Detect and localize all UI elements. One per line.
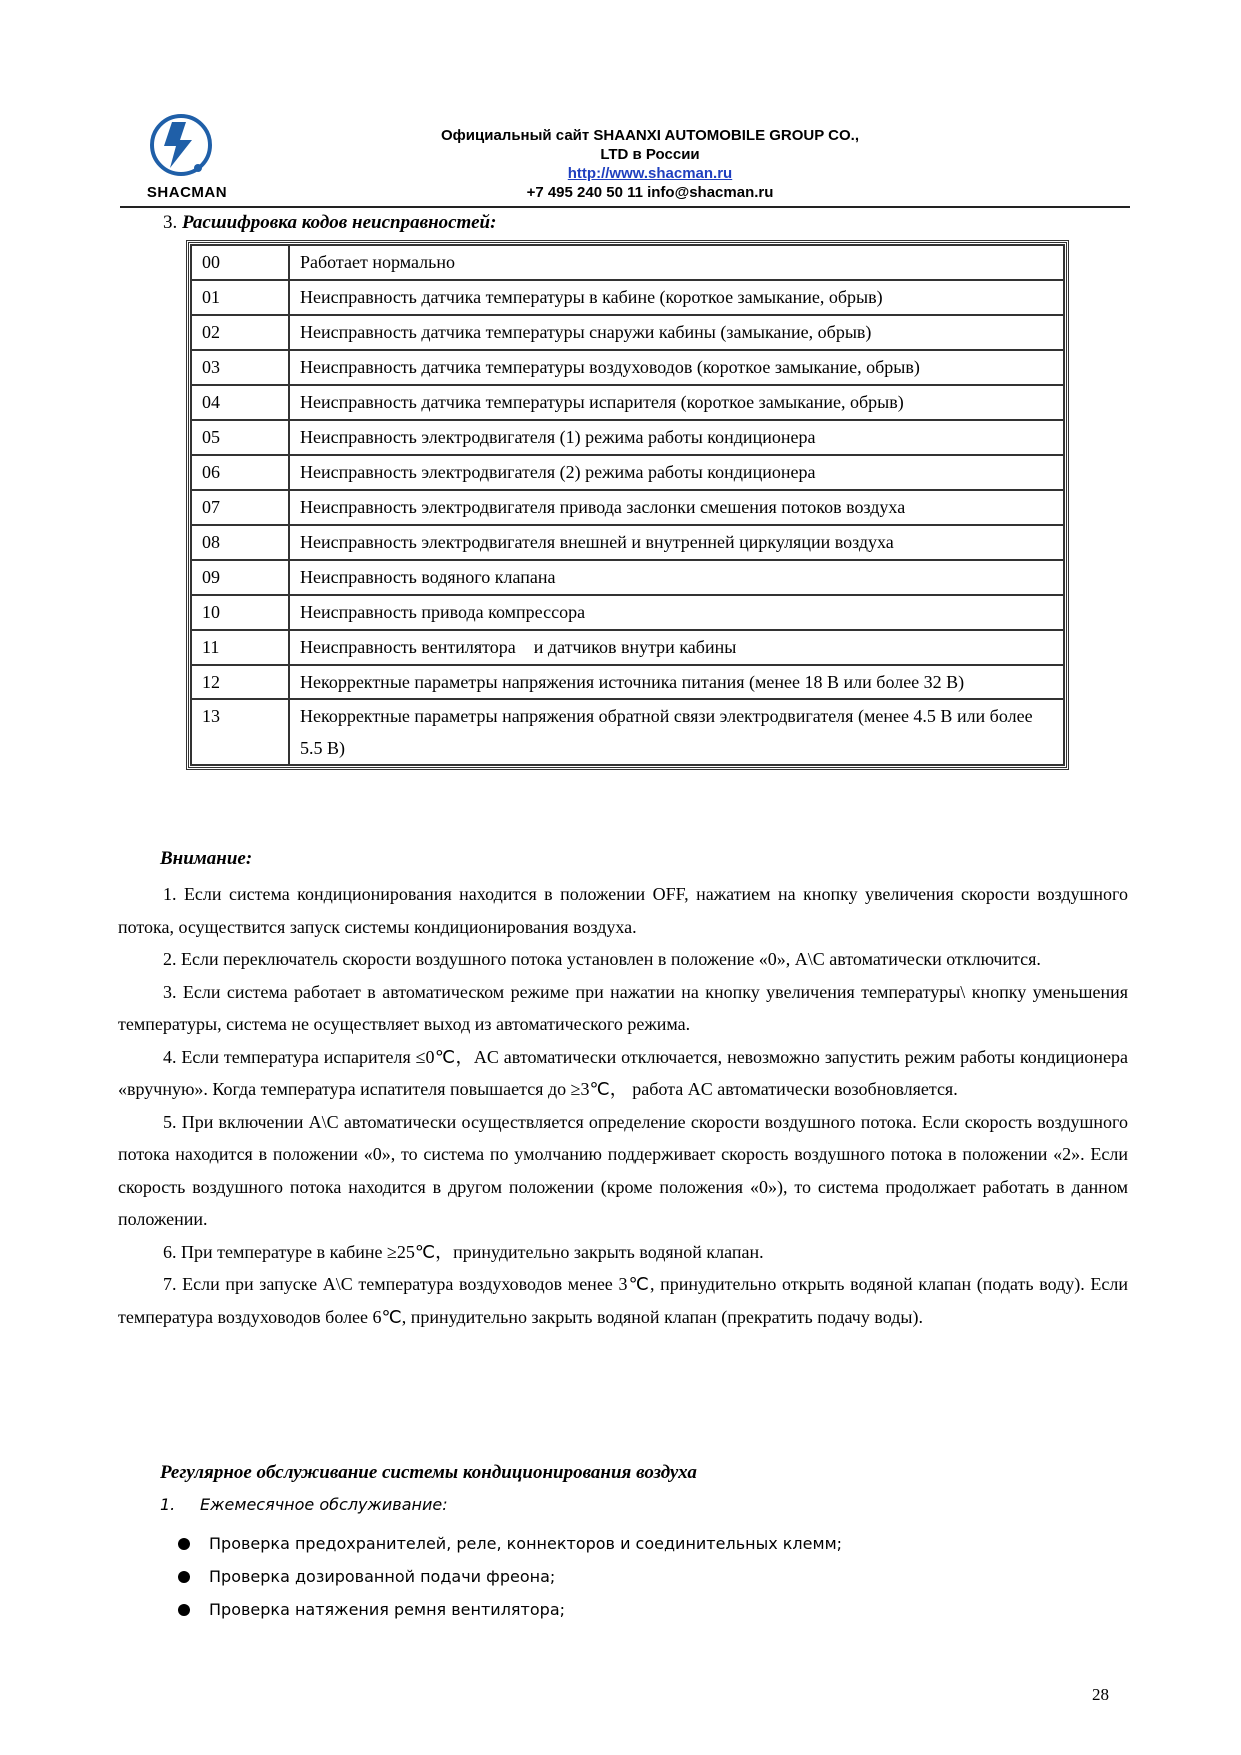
attention-item: 7. Если при запуске A\C температура воздуховодов менее 3℃, принудительно открыть водяной клапан (подать воду). Если температура воздуховодов более 6℃, принудительно закрыть водяной клапан (прекратить подачу воды).	[118, 1274, 1128, 1327]
section-number: 3.	[163, 212, 178, 233]
code-cell: 03	[191, 350, 289, 385]
attention-item: 5. При включении A\C автоматически осуществляется определение скорости воздушного потока. Если скорость воздушного потока находится в положении «0», то система по умолчанию поддерживает скорость воздушного потока в положении «2». Если скорость воздушного потока находится в другом положении (кроме положения «0»), то система продолжает работать в данном положении.	[118, 1111, 1128, 1229]
code-cell: 04	[191, 385, 289, 420]
maintenance-sub-title: Ежемесячное обслуживание:	[200, 1495, 448, 1514]
table-row	[191, 455, 1064, 490]
table-row	[191, 525, 1064, 560]
code-cell: 06	[191, 455, 289, 490]
description-cell: Некорректные параметры напряжения источника питания (менее 18 В или более 32 В)	[289, 665, 1064, 699]
description-cell: Неисправность вентилятора и датчиков внутри кабины	[289, 630, 1064, 665]
header-divider	[120, 206, 1130, 208]
description-cell: Неисправность датчика температуры снаружи кабины (замыкание, обрыв)	[289, 315, 1064, 350]
code-cell: 00	[191, 245, 289, 280]
description-cell: Неисправность электродвигателя привода заслонки смешения потоков воздуха	[289, 490, 1064, 525]
code-cell: 02	[191, 315, 289, 350]
description-cell: Неисправность электродвигателя внешней и внутренней циркуляции воздуха	[289, 525, 1064, 560]
description-cell: Некорректные параметры напряжения обратной связи электродвигателя (менее 4.5 В или более 5.5 В)	[289, 699, 1064, 765]
table-row	[191, 280, 1064, 315]
code-cell: 12	[191, 665, 289, 699]
bullet-icon	[178, 1538, 190, 1550]
table-row	[191, 490, 1064, 525]
maintenance-subheading	[160, 1495, 448, 1514]
table-row	[191, 385, 1064, 420]
description-cell: Неисправность датчика температуры испарителя (короткое замыкание, обрыв)	[289, 385, 1064, 420]
code-cell: 09	[191, 560, 289, 595]
code-cell: 13	[191, 699, 289, 765]
attention-heading: Внимание:	[160, 848, 253, 869]
shacman-logo-icon	[146, 112, 216, 182]
table-row	[191, 315, 1064, 350]
maintenance-heading: Регулярное обслуживание системы кондиционирования воздуха	[160, 1462, 697, 1483]
list-item-text: Проверка дозированной подачи фреона;	[209, 1567, 556, 1586]
attention-item: 4. Если температура испарителя ≤0℃，AC автоматически отключается, невозможно запустить режим работы кондиционера «вручную». Когда температура испатителя повышается до ≥3℃， работа AC автоматически возобновляется.	[118, 1046, 1128, 1099]
maintenance-bullet-list	[172, 1527, 842, 1626]
header-contacts: +7 495 240 50 11 info@shacman.ru	[526, 184, 774, 201]
attention-item: 3. Если система работает в автоматическом режиме при нажатии на кнопку увеличения температуры\ кнопку уменьшения температуры, система не осуществляет выход из автоматического режима.	[118, 981, 1128, 1034]
table-row	[191, 245, 1064, 280]
table-row	[191, 665, 1064, 699]
page-number: 28	[1092, 1685, 1109, 1704]
table-row	[191, 699, 1064, 765]
code-cell: 08	[191, 525, 289, 560]
attention-item: 1. Если система кондиционирования находится в положении OFF, нажатием на кнопку увеличения скорости воздушного потока, осуществится запуск системы кондиционирования воздуха.	[118, 884, 1128, 937]
table-row	[191, 595, 1064, 630]
section-title	[163, 212, 496, 234]
description-cell: Неисправность датчика температуры в кабине (короткое замыкание, обрыв)	[289, 280, 1064, 315]
code-cell: 10	[191, 595, 289, 630]
bullet-icon	[178, 1604, 190, 1616]
shacman-logo	[126, 112, 231, 202]
fault-codes-table	[186, 240, 1069, 770]
attention-item: 6. При температуре в кабине ≥25℃，принудительно закрыть водяной клапан.	[163, 1241, 764, 1262]
code-cell: 11	[191, 630, 289, 665]
attention-list	[118, 878, 1128, 1333]
description-cell: Неисправность привода компрессора	[289, 595, 1064, 630]
list-item	[172, 1560, 842, 1593]
description-cell: Неисправность датчика температуры воздуховодов (короткое замыкание, обрыв)	[289, 350, 1064, 385]
bullet-icon	[178, 1571, 190, 1583]
section-title-text: Расшифровка кодов неисправностей:	[182, 212, 497, 233]
list-item	[172, 1593, 842, 1626]
description-cell: Неисправность электродвигателя (1) режима работы кондиционера	[289, 420, 1064, 455]
description-cell: Работает нормально	[289, 245, 1064, 280]
code-cell: 01	[191, 280, 289, 315]
table-row	[191, 560, 1064, 595]
code-cell: 07	[191, 490, 289, 525]
logo-wordmark: SHACMAN	[146, 184, 228, 201]
table-row	[191, 630, 1064, 665]
description-cell: Неисправность водяного клапана	[289, 560, 1064, 595]
list-item-text: Проверка предохранителей, реле, коннекторов и соединительных клемм;	[209, 1534, 843, 1553]
website-link[interactable]: http://www.shacman.ru	[567, 165, 733, 182]
header-contact-block	[410, 126, 890, 202]
table-row	[191, 420, 1064, 455]
attention-item: 2. Если переключатель скорости воздушного потока установлен в положение «0», A\C автоматически отключится.	[163, 949, 1041, 969]
list-item	[172, 1527, 842, 1560]
header-line-2: LTD в России	[600, 146, 700, 163]
table-row	[191, 350, 1064, 385]
code-cell: 05	[191, 420, 289, 455]
header-line-1: Официальный сайт SHAANXI AUTOMOBILE GROUP CO.,	[441, 127, 859, 144]
list-item-text: Проверка натяжения ремня вентилятора;	[209, 1600, 566, 1619]
page-header	[120, 112, 1130, 206]
maintenance-sub-number: 1.	[160, 1495, 176, 1514]
description-cell: Неисправность электродвигателя (2) режима работы кондиционера	[289, 455, 1064, 490]
